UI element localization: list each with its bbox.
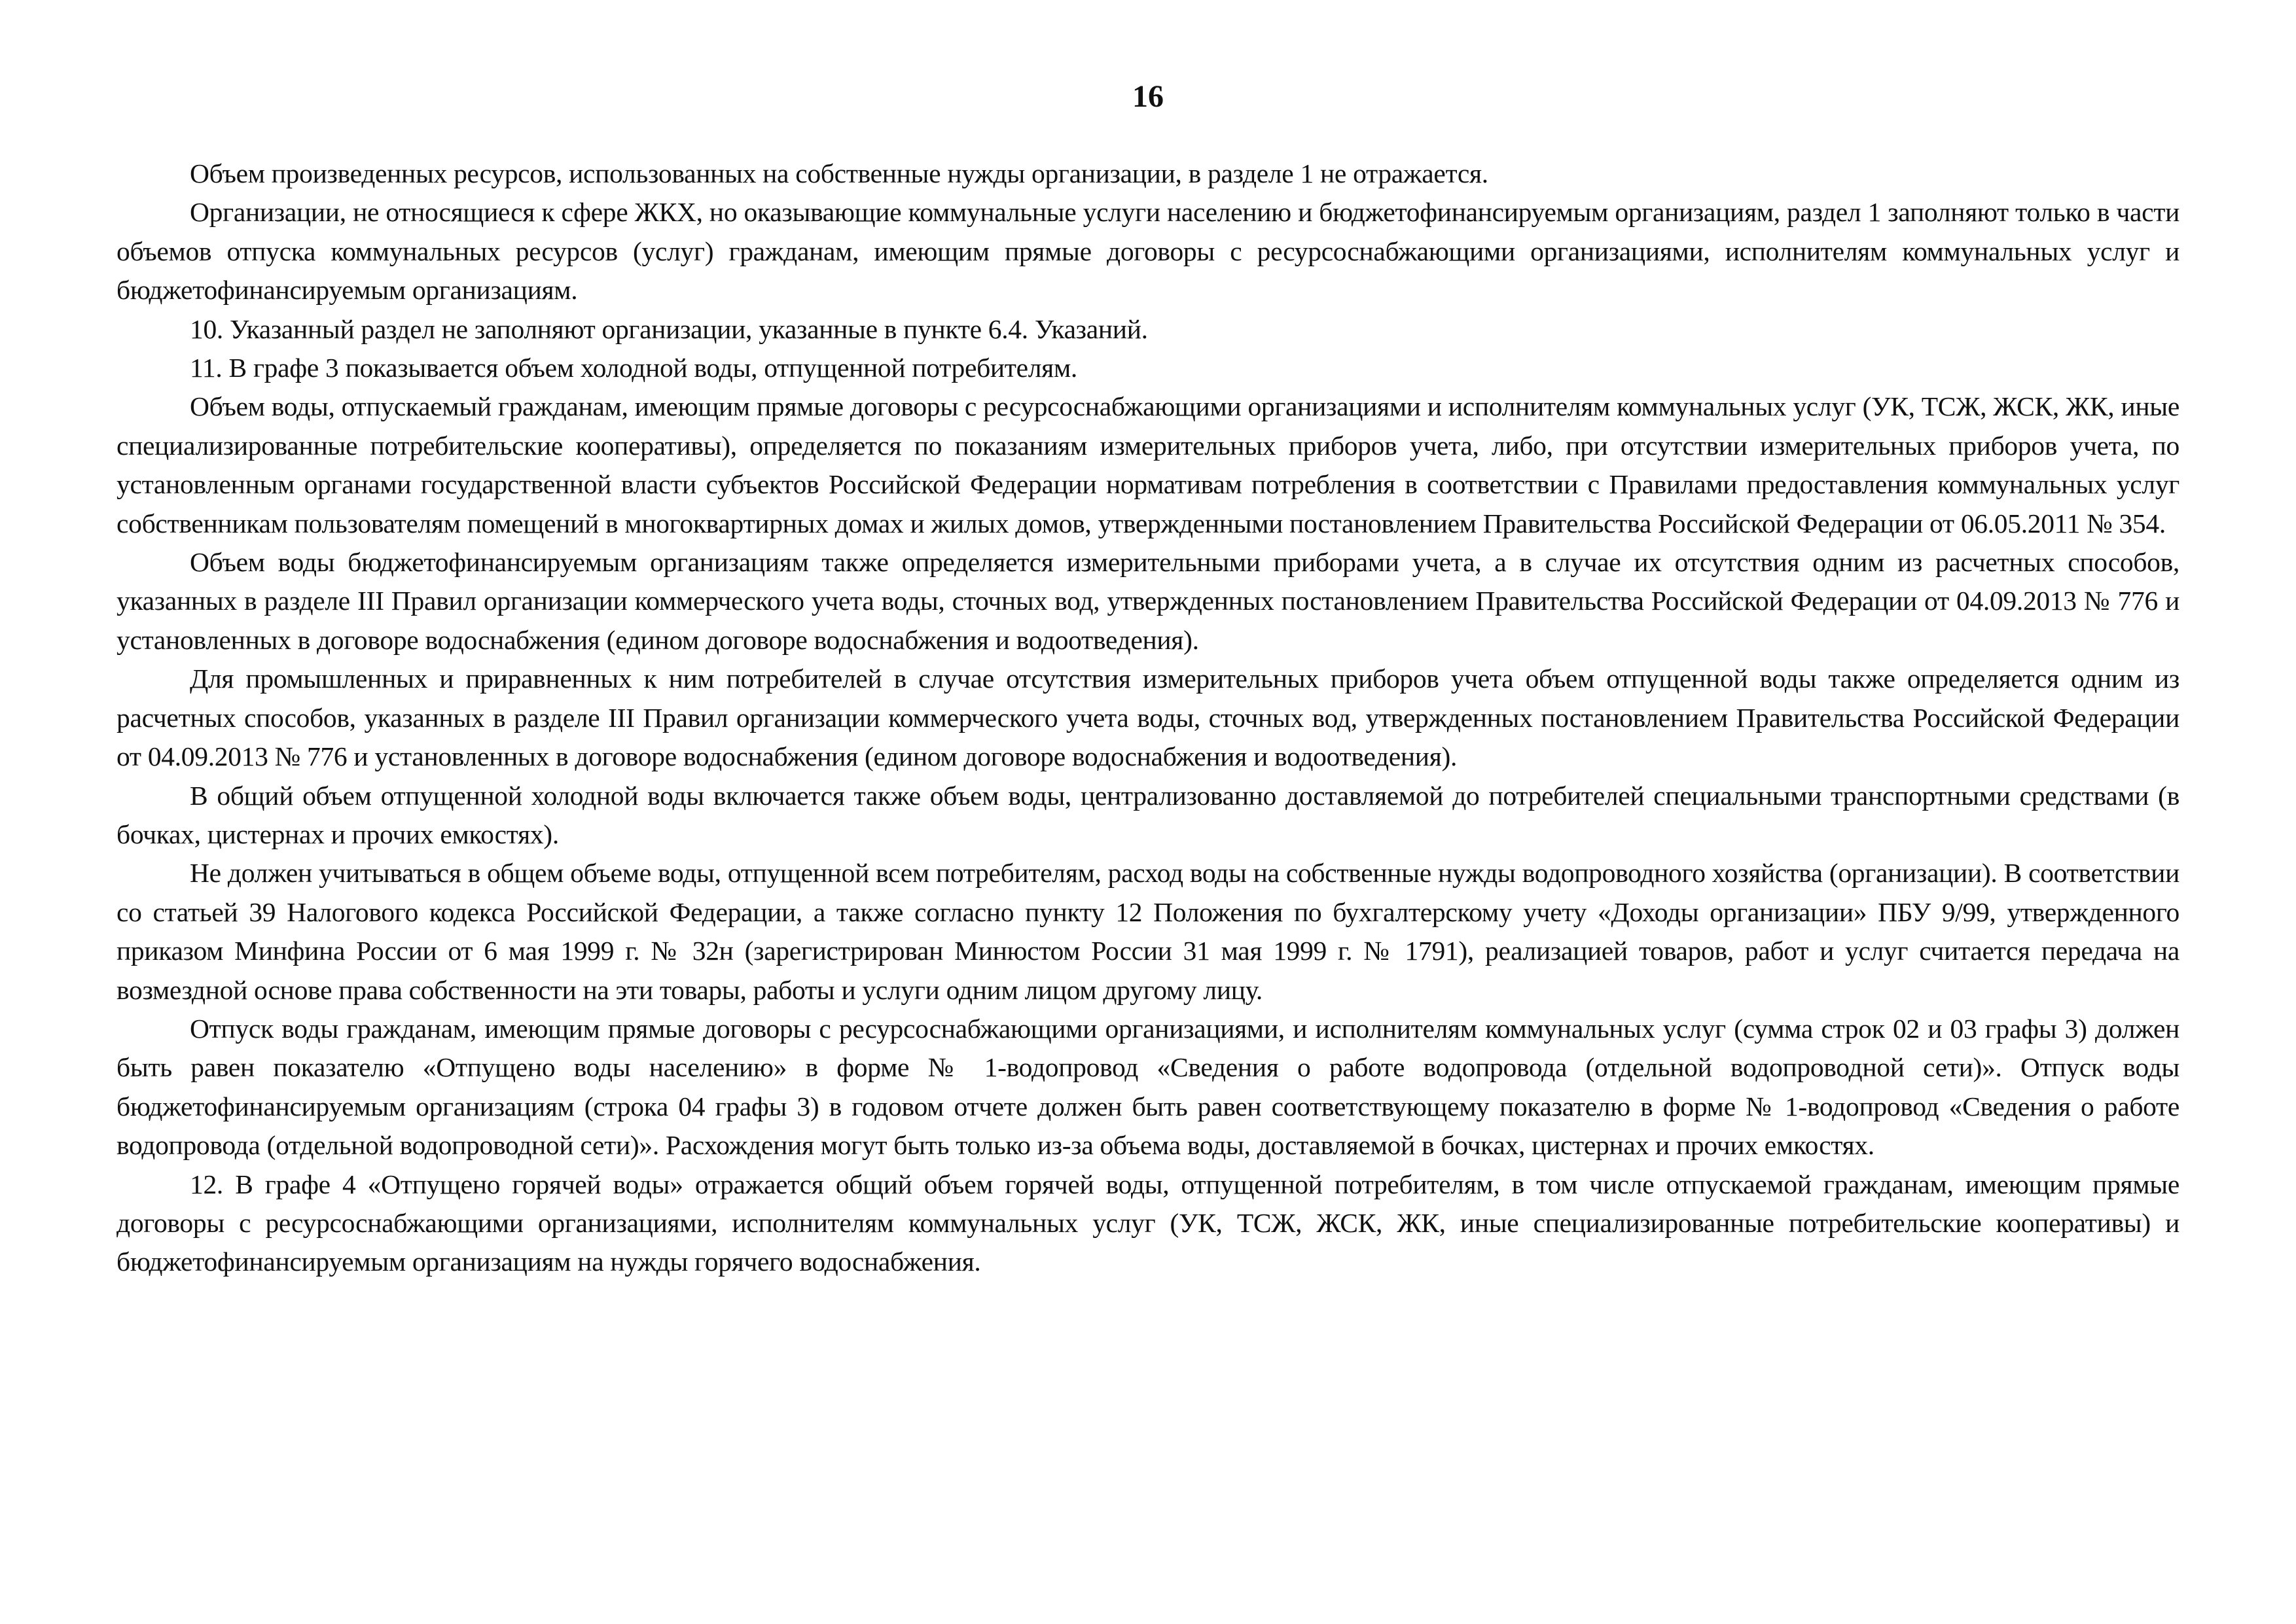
paragraph-budget-organizations: Объем воды бюджетофинансируемым организациям также определяется измерительными приборами учета, а в случае их отсутствия одним из расчетных способов, указанных в разделе III Правил организации коммерческого учета воды, сточных вод, утвержденных постановлением Правительства Российской Федерации от 04.09.2013 № 776 и установленных в договоре водоснабжения (едином договоре водоснабжения и водоотведения). (117, 547, 2179, 655)
document-body (117, 154, 2179, 1282)
paragraph-own-needs: Объем произведенных ресурсов, использованных на собственные нужды организации, в разделе 1 не отражается. (190, 158, 1488, 188)
paragraph-industrial-consumers: Для промышленных и приравненных к ним потребителей в случае отсутствия измерительных приборов учета объем отпущенной воды также определяется одним из расчетных способов, указанных в разделе III Правил организации коммерческого учета воды, сточных вод, утвержденных постановлением Правительства Российской Федерации от 04.09.2013 № 776 и установленных в договоре водоснабжения (едином договоре водоснабжения и водоотведения). (117, 663, 2179, 772)
paragraph-item-12: 12. В графе 4 «Отпущено горячей воды» отражается общий объем горячей воды, отпущенной потребителям, в том числе отпускаемой гражданам, имеющим прямые договоры с ресурсоснабжающими организациями, исполнителям коммунальных услуг (УК, ТСЖ, ЖСК, ЖК, иные специализированные потребительские кооперативы) и бюджетофинансируемым организациям на нужды горячего водоснабжения. (117, 1169, 2179, 1277)
paragraph-non-housing-organizations: Организации, не относящиеся к сфере ЖКХ, но оказывающие коммунальные услуги населению и бюджетофинансируемым организациям, раздел 1 заполняют только в части объемов отпуска коммунальных ресурсов (услуг) гражданам, имеющим прямые договоры с ресурсоснабжающими организациями, исполнителям коммунальных услуг и бюджетофинансируемым организациям. (117, 197, 2179, 306)
page-number: 16 (1132, 79, 1164, 114)
paragraph-own-consumption-exclusion: Не должен учитываться в общем объеме воды, отпущенной всем потребителям, расход воды на собственные нужды водопроводного хозяйства (организации). В соответствии со статьей 39 Налогового кодекса Российской Федерации, а также согласно пункту 12 Положения по бухгалтерскому учету «Доходы организации» ПБУ 9/99, утвержденного приказом Минфина России от 6 мая 1999 г. № 32н (зарегистрирован Минюстом России 31 мая 1999 г. № 1791), реализацией товаров, работ и услуг считается передача на возмездной основе права собственности на эти товары, работы и услуги одним лицом другому лицу. (117, 858, 2179, 1005)
paragraph-item-11: 11. В графе 3 показывается объем холодной воды, отпущенной потребителям. (190, 353, 1077, 383)
paragraph-item-10: 10. Указанный раздел не заполняют организации, указанные в пункте 6.4. Указаний. (190, 313, 1148, 344)
paragraph-reconciliation: Отпуск воды гражданам, имеющим прямые договоры с ресурсоснабжающими организациями, и исполнителям коммунальных услуг (сумма строк 02 и 03 графы 3) должен быть равен показателю «Отпущено воды населению» в форме № 1-водопровод «Сведения о работе водопровода (отдельной водопроводной сети)». Отпуск воды бюджетофинансируемым организациям (строка 04 графы 3) в годовом отчете должен быть равен соответствующему показателю в форме № 1-водопровод «Сведения о работе водопровода (отдельной водопроводной сети)». Расхождения могут быть только из-за объема воды, доставляемой в бочках, цистернах и прочих емкостях. (117, 1013, 2179, 1161)
paragraph-transported-water: В общий объем отпущенной холодной воды включается также объем воды, централизованно доставляемой до потребителей специальными транспортными средствами (в бочках, цистернах и прочих емкостях). (117, 780, 2179, 849)
paragraph-water-to-citizens: Объем воды, отпускаемый гражданам, имеющим прямые договоры с ресурсоснабжающими организациями и исполнителям коммунальных услуг (УК, ТСЖ, ЖСК, ЖК, иные специализированные потребительские кооперативы), определяется по показаниям измерительных приборов учета, либо, при отсутствии измерительных приборов учета, по установленным органами государственной власти субъектов Российской Федерации нормативам потребления в соответствии с Правилами предоставления коммунальных услуг собственникам пользователям помещений в многоквартирных домах и жилых домов, утвержденными постановлением Правительства Российской Федерации от 06.05.2011 № 354. (117, 391, 2179, 538)
